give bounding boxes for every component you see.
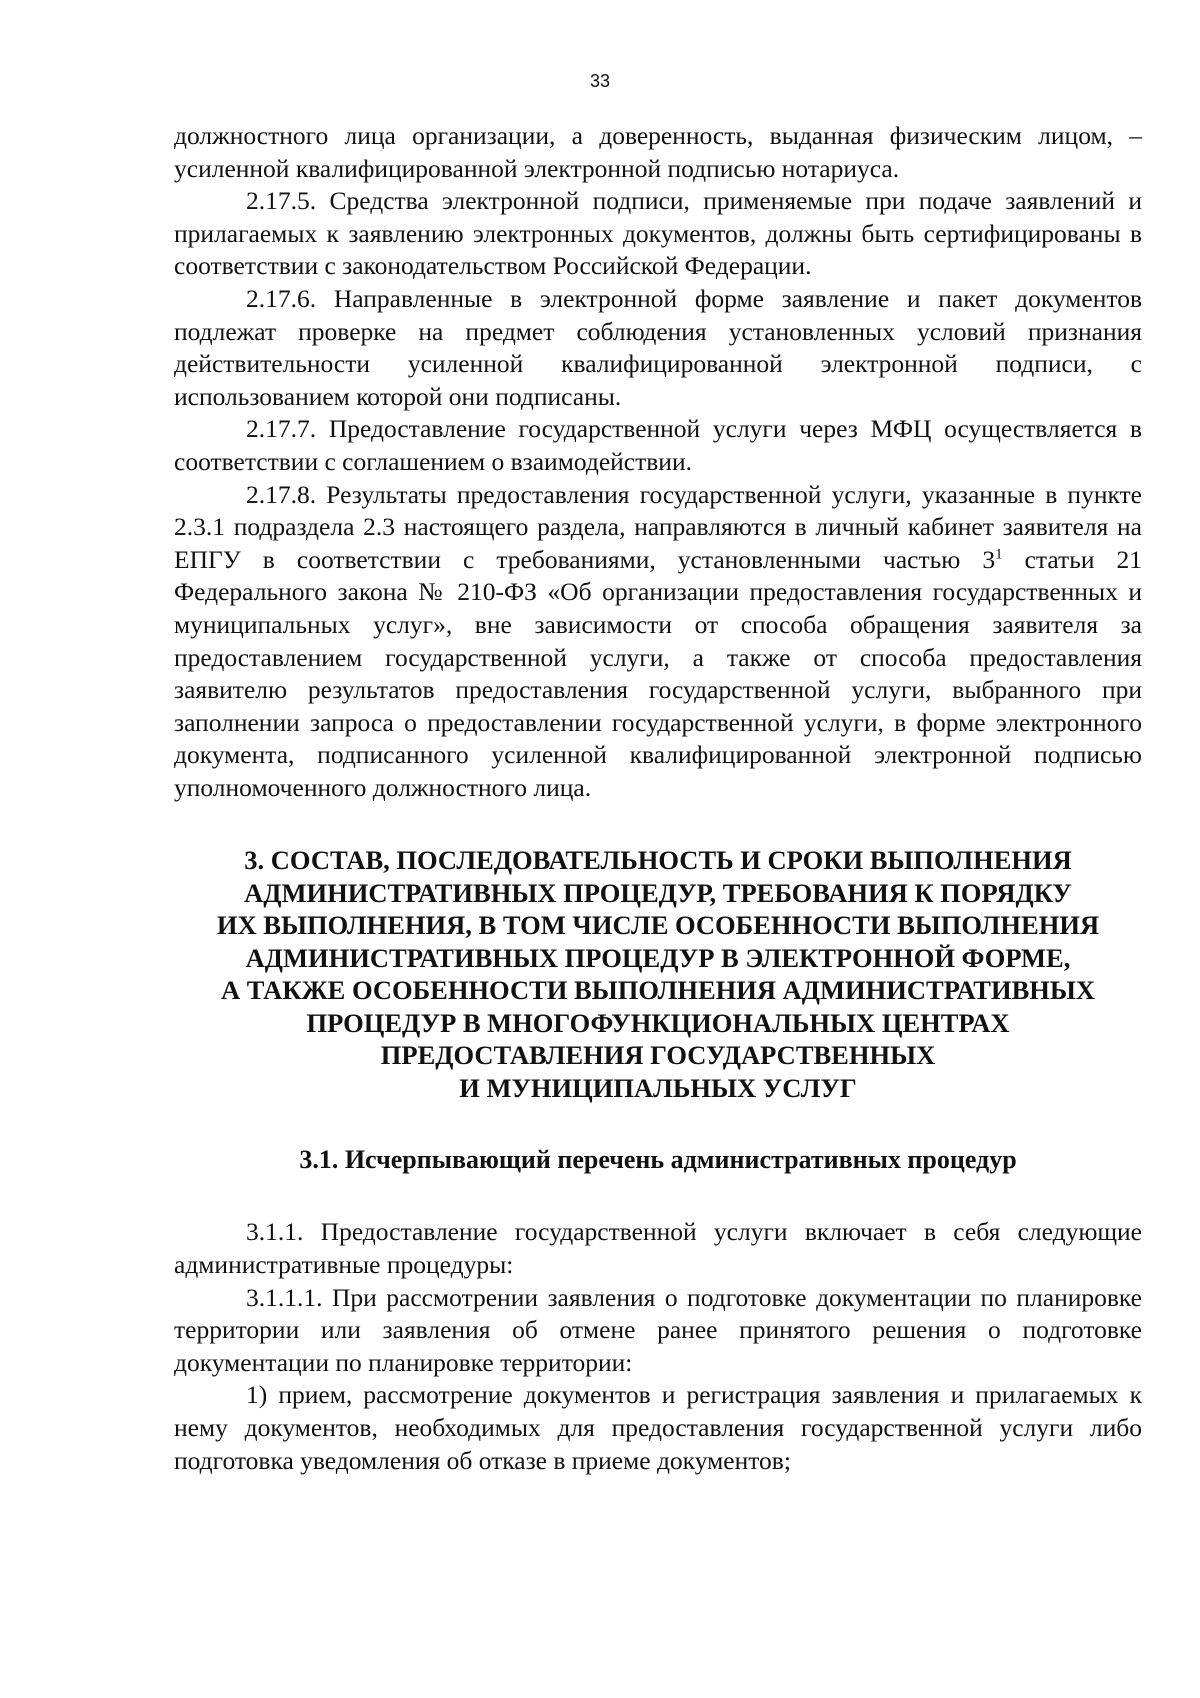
section-title-line: А ТАКЖЕ ОСОБЕННОСТИ ВЫПОЛНЕНИЯ АДМИНИСТРАТИВНЫХ	[220, 975, 1096, 1006]
paragraph-2-17-6: 2.17.6. Направленные в электронной форме заявление и пакет документов подлежат проверке на предмет соблюдения установленных условий признания действительности усиленной квалифицированной электронной подписи, с использованием которой они подписаны.	[174, 283, 1142, 411]
section-title-line: ПРОЦЕДУР В МНОГОФУНКЦИОНАЛЬНЫХ ЦЕНТРАХ	[306, 1007, 1010, 1038]
section-title-line: 3. СОСТАВ, ПОСЛЕДОВАТЕЛЬНОСТЬ И СРОКИ ВЫПОЛНЕНИЯ	[244, 845, 1072, 876]
section-title-line: АДМИНИСТРАТИВНЫХ ПРОЦЕДУР В ЭЛЕКТРОННОЙ ФОРМЕ,	[245, 942, 1071, 973]
subsection-3-1-title: 3.1. Исчерпывающий перечень административных процедур	[299, 1145, 1017, 1175]
superscript-index: 1	[995, 546, 1003, 563]
section-title-line: ИХ ВЫПОЛНЕНИЯ, В ТОМ ЧИСЛЕ ОСОБЕННОСТИ ВЫПОЛНЕНИЯ	[216, 910, 1100, 941]
section-title-line: ПРЕДОСТАВЛЕНИЯ ГОСУДАРСТВЕННЫХ	[380, 1040, 936, 1071]
section-title-line: И МУНИЦИПАЛЬНЫХ УСЛУГ	[459, 1072, 857, 1103]
section-3-title	[174, 844, 1142, 1104]
document-body	[174, 120, 1142, 1477]
paragraph-2-17-8-part2: статьи 21 Федерального закона № 210-ФЗ «Об организации предоставления государственных и муниципальных услуг», вне зависимости от способа обращения заявителя за предоставлением государственной услуги, а также от способа предоставления заявителю результатов предоставления государственной услуги, выбранного при заполнении запроса о предоставлении государственной услуги, в форме электронного документа, подписанного усиленной квалифицированной электронной подписью уполномоченного должностного лица.	[174, 544, 1142, 802]
paragraph-2-17-8-part1: 2.17.8. Результаты предоставления государственной услуги, указанные в пункте 2.3.1 подраздела 2.3 настоящего раздела, направляются в личный кабинет заявителя на ЕПГУ в соответствии с требованиями, установленными частью 3	[174, 479, 1142, 574]
paragraph-2-17-5: 2.17.5. Средства электронной подписи, применяемые при подаче заявлений и прилагаемых к заявлению электронных документов, должны быть сертифицированы в соответствии с законодательством Российской Федерации.	[174, 186, 1142, 281]
paragraph-2-17-8	[174, 479, 1142, 805]
paragraph-continuation: должностного лица организации, а доверенность, выданная физическим лицом, – усиленной квалифицированной электронной подписью нотариуса.	[174, 121, 1142, 183]
paragraph-item-1: 1) прием, рассмотрение документов и регистрация заявления и прилагаемых к нему документов, необходимых для предоставления государственной услуги либо подготовка уведомления об отказе в приеме документов;	[174, 1380, 1142, 1475]
section-title-line: АДМИНИСТРАТИВНЫХ ПРОЦЕДУР, ТРЕБОВАНИЯ К ПОРЯДКУ	[244, 877, 1072, 908]
page-number: 33	[589, 71, 611, 91]
paragraph-3-1-1: 3.1.1. Предоставление государственной услуги включает в себя следующие административные процедуры:	[174, 1217, 1142, 1280]
paragraph-2-17-7: 2.17.7. Предоставление государственной услуги через МФЦ осуществляется в соответствии с соглашением о взаимодействии.	[174, 414, 1142, 476]
paragraph-3-1-1-1: 3.1.1.1. При рассмотрении заявления о подготовке документации по планировке территории или заявления об отмене ранее принятого решения о подготовке документации по планировке территории:	[174, 1282, 1142, 1377]
